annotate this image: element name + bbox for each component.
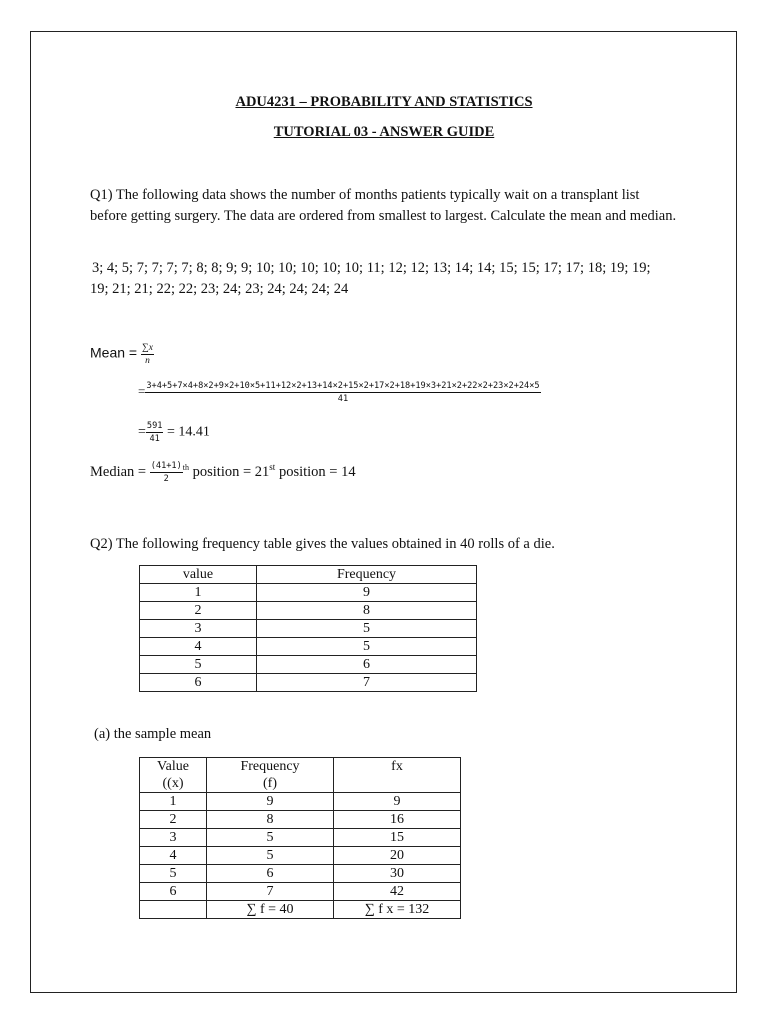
median-formula: Median = $\frac{(41+1)}{2}$ $^{th}$ position = 21st position = 14 <box>90 461 356 484</box>
expansion-fraction: 3+4+5+7×4+8×2+9×2+10×5+11+12×2+13+14×2+15×2+17×2+18+19×3+21×2+22×2+23×2+24×5 41 <box>146 381 540 404</box>
header-frequency-f: Frequency (f) <box>207 758 334 793</box>
header-value-x: Value ((x) <box>140 758 207 793</box>
tutorial-subtitle: TUTORIAL 03 - ANSWER GUIDE <box>273 124 495 140</box>
table-row: 6 7 42 <box>140 883 461 901</box>
table-row: 2 8 16 <box>140 811 461 829</box>
table-row: 1 9 9 <box>140 793 461 811</box>
q1-prompt: Q1) The following data shows the number of months patients typically wait on a transplant list before getting surgery. The data are ordered from smallest to largest. Calculate the mean and median. <box>90 187 677 224</box>
mean-result: = $\frac{591}{41}$ = 14.41 <box>138 421 210 444</box>
table-row: 5 6 <box>140 656 477 674</box>
header-frequency: Frequency <box>257 566 477 584</box>
fx-table <box>139 757 461 919</box>
table-row: 3 5 15 <box>140 829 461 847</box>
frequency-table <box>139 565 477 692</box>
sum-fx: ∑ f x = 132 <box>334 901 461 919</box>
table-header-row <box>140 566 477 584</box>
table-sum-row <box>140 901 461 919</box>
expansion-equals: = <box>138 383 146 399</box>
sum-f: ∑ f = 40 <box>207 901 334 919</box>
table-row: 4 5 20 <box>140 847 461 865</box>
table-row: 3 5 <box>140 620 477 638</box>
header-value: value <box>140 566 257 584</box>
q2-prompt: Q2) The following frequency table gives the values obtained in 40 rolls of a die. <box>90 536 555 552</box>
part-a-label: (a) the sample mean <box>94 726 212 742</box>
mean-value: = 14.41 <box>163 424 210 440</box>
table-row: 5 6 30 <box>140 865 461 883</box>
header-fx: fx <box>334 758 461 793</box>
q1-data-line-1: 3; 4; 5; 7; 7; 7; 7; 8; 8; 9; 9; 10; 10; 10; 10; 10; 11; 12; 12; 13; 14; 14; 15; 15; 17; 17; 18; 19; 19; <box>92 260 651 276</box>
q1-data-line-2: 19; 21; 21; 22; 22; 23; 24; 23; 24; 24; 24; 24 <box>90 281 349 297</box>
median-value: position = 14 <box>275 463 356 480</box>
table-header-row <box>140 758 461 793</box>
table-row: 2 8 <box>140 602 477 620</box>
median-fraction: $\frac{(41+1)}{2}$ <box>150 461 182 484</box>
mean-expansion <box>138 380 541 405</box>
result-fraction: $\frac{591}{41}$ <box>146 421 163 444</box>
mean-fraction: $\frac{\sum x}{n}$ <box>141 343 153 366</box>
table-row: 6 7 <box>140 674 477 692</box>
table-row: 1 9 <box>140 584 477 602</box>
table-row: 4 5 <box>140 638 477 656</box>
mean-label: Mean = <box>90 344 141 361</box>
mean-formula <box>90 342 154 367</box>
sum-empty-cell <box>140 901 207 919</box>
course-title: ADU4231 – PROBABILITY AND STATISTICS <box>235 94 533 110</box>
